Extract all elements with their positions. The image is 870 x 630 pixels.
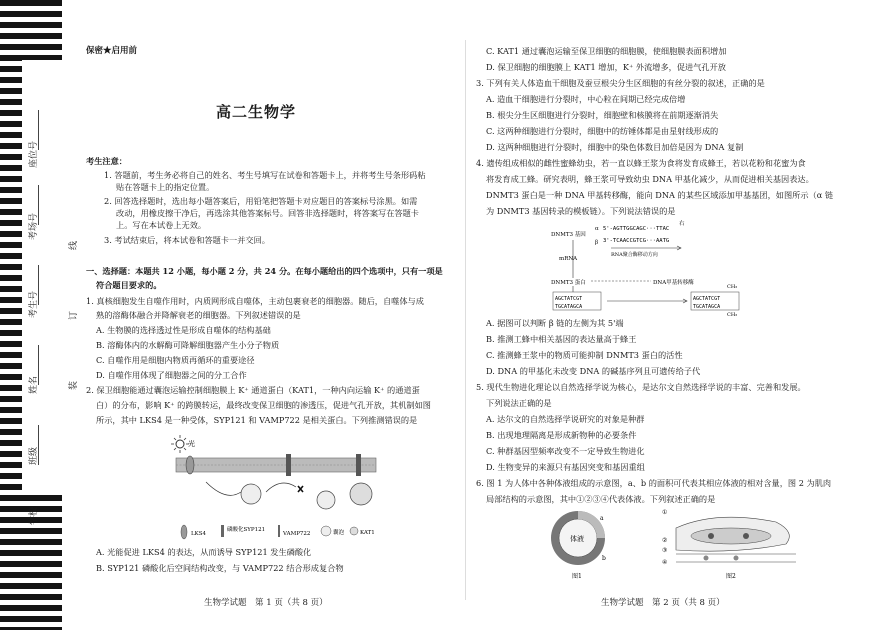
question-1: 1. 真核细胞发生自噬作用时，内质网形成自噬体，主动包裹衰老的细胞器。随后，自噬体与成 <box>86 296 424 306</box>
question-4: 为 DNMT3 基因转录的模板链）。下列说法错误的是 <box>486 206 676 216</box>
question-6: 局部结构的示意图，其中①②③④代表体液。下列叙述正确的是 <box>486 494 716 504</box>
option-a: A. 达尔文的自然选择学说研究的对象是种群 <box>486 414 645 424</box>
option-b: B. 推测工蜂中相关基因的表达量高于蜂王 <box>486 334 637 344</box>
option-d: D. 保卫细胞的细胞膜上 KAT1 增加，K⁺ 外流增多，促进气孔开放 <box>486 62 726 72</box>
svg-text:a: a <box>600 515 604 522</box>
notice-heading: 考生注意： <box>86 156 127 166</box>
svg-text:VAMP722: VAMP722 <box>283 531 311 537</box>
question-3: 3. 下列有关人体造血干细胞及蚕豆根尖分生区细胞的有丝分裂的叙述，正确的是 <box>476 78 765 88</box>
svg-text:图1: 图1 <box>572 573 582 580</box>
option-c: C. 推测蜂王浆中的物质可能抑制 DNMT3 蛋白的活性 <box>486 350 683 360</box>
option-a: A. 据图可以判断 β 链的左侧为其 5'端 <box>486 318 624 328</box>
svg-text:CH₃: CH₃ <box>727 312 738 316</box>
option-d: D. 生物变异的来源只有基因突变和基因重组 <box>486 462 645 472</box>
option-c: C. 种群基因型频率改变不一定导致生物进化 <box>486 446 645 456</box>
option-b: B. SYP121 磷酸化后空间结构改变，与 VAMP722 结合形成复合物 <box>96 563 344 573</box>
option-a: A. 光能促进 LKS4 的表达，从而诱导 SYP121 发生磷酸化 <box>96 547 312 557</box>
svg-text:②: ② <box>662 537 668 544</box>
svg-text:囊泡: 囊泡 <box>333 530 345 536</box>
question-6: 6. 图 1 为人体中各种体液组成的示意图，a、b 的面积可代表其相应体液的相对含量，图 2 为肌肉 <box>476 478 832 488</box>
sun-icon <box>171 435 189 453</box>
class-label: 班级 <box>29 446 39 465</box>
option-d: D. 自噬作用体现了细胞器之间的分工合作 <box>96 370 247 380</box>
option-b: B. 出现地理隔离是形成新物种的必要条件 <box>486 430 637 440</box>
page-footer: 生物学试题 第 2 页（共 8 页） <box>601 598 725 608</box>
svg-text:④: ④ <box>662 559 668 566</box>
page-footer: 生物学试题 第 1 页（共 8 页） <box>204 598 328 608</box>
body-fluid-figures <box>546 506 826 582</box>
kat1-channel <box>286 454 291 476</box>
school-label: 学校 <box>29 506 39 525</box>
question-2: 白）的分布，影响 K⁺ 的跨膜转运，最终改变保卫细胞的渗透压，促进气孔开放，其机制如图 <box>96 400 431 410</box>
option-c: C. 自噬作用是细胞内物质再循环的重要途径 <box>96 355 255 365</box>
svg-text:mRNA: mRNA <box>559 256 578 262</box>
svg-text:图2: 图2 <box>726 573 736 580</box>
section-heading: 符合题目要求的。 <box>96 280 162 290</box>
svg-text:b: b <box>602 555 606 562</box>
name-label: 姓名 <box>29 375 39 394</box>
svg-text:β: β <box>595 240 599 246</box>
svg-text:磷酸化SYP121: 磷酸化SYP121 <box>227 527 266 533</box>
question-4: 4. 遗传组成相似的雌性蜜蜂幼虫，若一直以蜂王浆为食将发育成蜂王，若以花粉和花蜜为食 <box>476 158 806 168</box>
notice-line: 改动，用橡皮擦干净后，再选涂其他答案标号。回答非选择题时，将答案写在答题卡 <box>116 208 419 218</box>
svg-text:CH₃: CH₃ <box>727 284 738 290</box>
column-divider <box>465 40 466 600</box>
question-5: 下列说法正确的是 <box>486 398 552 408</box>
svg-text:体液: 体液 <box>570 535 584 543</box>
notice-line: 上。写在本试卷上无效。 <box>116 220 207 230</box>
svg-text:DNMT3 基因: DNMT3 基因 <box>551 232 586 238</box>
dna-methylation-figure <box>551 218 781 316</box>
confidential-mark: 保密★启用前 <box>86 46 138 56</box>
section-heading: 一、选择题：本题共 12 小题，每小题 2 分，共 24 分。在每小题给出的四个选项中，只有一项是 <box>86 266 443 276</box>
question-5: 5. 现代生物进化理论以自然选择学说为核心，是达尔文自然选择学说的丰富、完善和发展。 <box>476 382 806 392</box>
cut-line-label: 装 <box>69 380 79 390</box>
svg-text:DNA甲基转移酶: DNA甲基转移酶 <box>653 280 694 286</box>
option-b: B. 根尖分生区细胞进行分裂时，细胞壁和核膜将在前期逐渐消失 <box>486 110 719 120</box>
notice-line: 1. 答题前，考生务必将自己的姓名、考生号填写在试卷和答题卡上，并将考生号条形码粘 <box>104 170 426 180</box>
guard-cell-figure <box>166 432 386 542</box>
option-d: D. 这两种细胞进行分裂时，细胞中的染色体数目加倍是因为 DNA 复制 <box>486 142 744 152</box>
room-number-label: 考场号 <box>29 212 39 240</box>
light-label: 光 <box>188 440 195 448</box>
student-number-label: 考生号 <box>29 290 39 318</box>
question-2: 2. 保卫细胞能通过囊泡运输控制细胞膜上 K⁺ 通道蛋白（KAT1，一种内向运输 K⁺ 的通道蛋 <box>86 385 420 395</box>
question-4: DNMT3 蛋白是一种 DNA 甲基转移酶，能向 DNA 的某些区域添加甲基基团，如图所示（α 链 <box>486 190 834 200</box>
seat-number-label: 座位号 <box>29 140 39 168</box>
question-4: 将发育成工蜂。研究表明，蜂王浆可导致幼虫 DNA 甲基化减少，从而促进相关基因表达。 <box>486 174 814 184</box>
svg-text:LKS4: LKS4 <box>191 531 207 537</box>
binding-margin <box>0 0 79 630</box>
option-c: C. 这两种细胞进行分裂时，细胞中的纺锤体都是由星射线形成的 <box>486 126 719 136</box>
svg-text:KAT1: KAT1 <box>360 530 375 536</box>
cut-line-label: 订 <box>69 310 79 320</box>
svg-text:DNMT3 蛋白: DNMT3 蛋白 <box>551 280 586 286</box>
cut-line-label: 线 <box>69 240 79 250</box>
figure-2-muscle <box>676 517 796 562</box>
svg-text:TGCATAGCA: TGCATAGCA <box>555 304 583 310</box>
option-b: B. 溶酶体内的水解酶可降解细胞器产生小分子物质 <box>96 340 280 350</box>
question-2: 所示，其中 LKS4 是一种受体，SYP121 和 VAMP722 是相关蛋白。下列推测错误的是 <box>96 415 418 425</box>
svg-text:α: α <box>595 226 599 232</box>
svg-text:AGCTATCGT: AGCTATCGT <box>693 296 721 302</box>
option-c: C. KAT1 通过囊泡运输至保卫细胞的细胞膜，使细胞膜表面积增加 <box>486 46 727 56</box>
svg-text:③: ③ <box>662 547 668 554</box>
svg-text:AGCTATCGT: AGCTATCGT <box>555 296 583 302</box>
notice-line: 3. 考试结束后，将本试卷和答题卡一并交回。 <box>104 235 270 245</box>
option-d: D. DNA 的甲基化未改变 DNA 的碱基序列且可遗传给子代 <box>486 366 701 376</box>
svg-text:①: ① <box>662 509 668 516</box>
vesicle <box>241 484 261 504</box>
option-a: A. 造血干细胞进行分裂时，中心粒在间期已经完成倍增 <box>486 94 686 104</box>
svg-text:右: 右 <box>679 221 685 227</box>
notice-line: 贴在答题卡上的指定位置。 <box>116 182 215 192</box>
option-a: A. 生物膜的选择透过性是形成自噬体的结构基础 <box>96 325 271 335</box>
svg-text:5'-AGTTGGCAGC···TTAC: 5'-AGTTGGCAGC···TTAC <box>603 226 670 232</box>
notice-line: 2. 回答选择题时，选出每小题答案后，用铅笔把答题卡对应题目的答案标号涂黑。如需 <box>104 196 418 206</box>
svg-text:3'-TCAACCGTCG···AATG: 3'-TCAACCGTCG···AATG <box>603 238 670 244</box>
page-title: 高二生物学 <box>216 103 297 121</box>
question-1: 熟的溶酶体融合并降解衰老的细胞器。下列叙述错误的是 <box>96 310 301 320</box>
svg-text:TGCATAGCA: TGCATAGCA <box>693 304 721 310</box>
svg-text:RNA聚合酶移动方向: RNA聚合酶移动方向 <box>611 252 658 258</box>
